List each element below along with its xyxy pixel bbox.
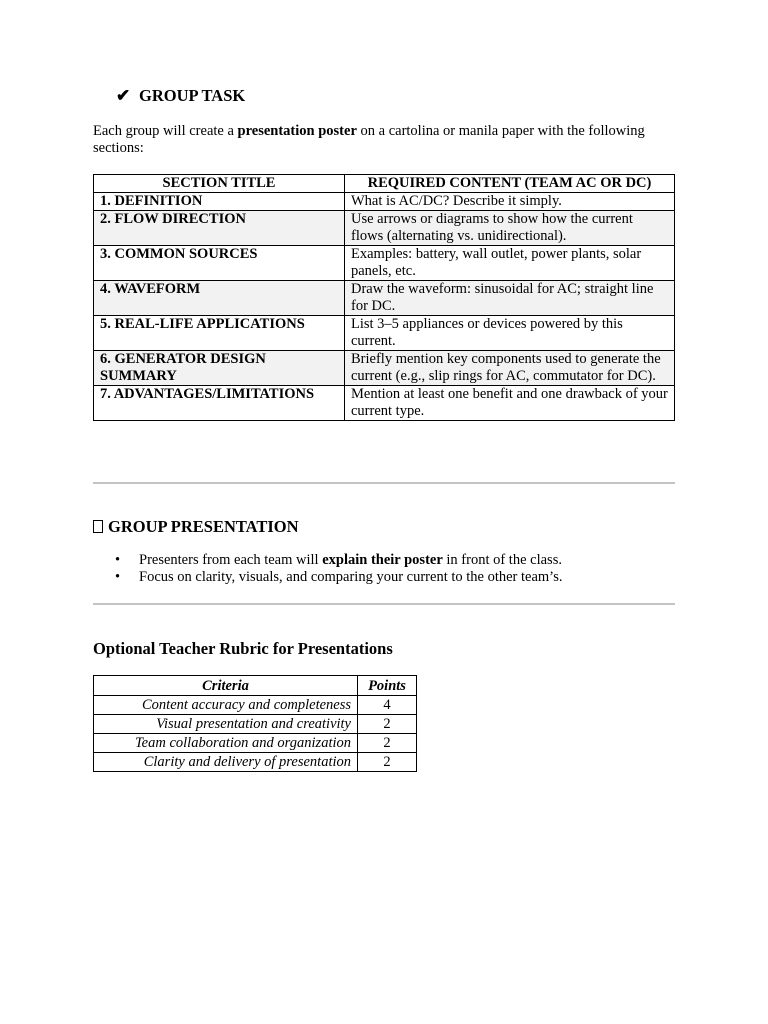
section-content-cell: Draw the waveform: sinusoidal for AC; straight line for DC. [345, 281, 675, 316]
table-row [94, 193, 675, 211]
header-section-title: SECTION TITLE [94, 175, 345, 193]
rubric-table-header [94, 676, 417, 696]
section-content-cell: Use arrows or diagrams to show how the current flows (alternating vs. unidirectional). [345, 211, 675, 246]
group-task-heading [116, 86, 245, 106]
table-row [94, 715, 417, 734]
bullet-text-bold: explain their poster [322, 552, 443, 568]
section-title-cell: 1. DEFINITION [94, 193, 345, 211]
points-cell: 2 [358, 734, 417, 753]
intro-paragraph [93, 123, 653, 157]
horizontal-divider [93, 482, 675, 484]
intro-text-bold: presentation poster [237, 123, 357, 139]
bullet-icon: • [115, 569, 121, 585]
section-title-cell: 6. GENERATOR DESIGN SUMMARY [94, 351, 345, 386]
table-row [94, 753, 417, 772]
points-cell: 4 [358, 696, 417, 715]
section-title-cell: 2. FLOW DIRECTION [94, 211, 345, 246]
sections-table-header [94, 175, 675, 193]
points-cell: 2 [358, 715, 417, 734]
section-title-cell: 7. ADVANTAGES/LIMITATIONS [94, 386, 345, 421]
header-required-content: REQUIRED CONTENT (TEAM AC OR DC) [345, 175, 675, 193]
header-points: Points [358, 676, 417, 696]
table-row [94, 351, 675, 386]
horizontal-divider [93, 603, 675, 605]
checkmark-icon: ✔ [116, 86, 131, 105]
criteria-cell: Clarity and delivery of presentation [94, 753, 358, 772]
bullet-text-end: in front of the class. [442, 552, 562, 568]
section-content-cell: Examples: battery, wall outlet, power plants, solar panels, etc. [345, 246, 675, 281]
header-criteria: Criteria [94, 676, 358, 696]
rubric-heading: Optional Teacher Rubric for Presentations [93, 639, 393, 658]
section-title-cell: 3. COMMON SOURCES [94, 246, 345, 281]
section-title-cell: 4. WAVEFORM [94, 281, 345, 316]
table-row [94, 734, 417, 753]
bullet-text-start: Presenters from each team will [139, 552, 323, 568]
points-cell: 2 [358, 753, 417, 772]
list-item [93, 569, 693, 586]
bullet-icon: • [115, 552, 121, 568]
table-row [94, 246, 675, 281]
table-row [94, 696, 417, 715]
missing-glyph-icon [93, 520, 103, 533]
section-title-cell: 5. REAL-LIFE APPLICATIONS [94, 316, 345, 351]
intro-text-end: on a cartolina or manila paper with the following sections: [93, 123, 645, 156]
section-content-cell: What is AC/DC? Describe it simply. [345, 193, 675, 211]
intro-text-start: Each group will create a [93, 123, 238, 139]
sections-table [93, 174, 675, 421]
section-content-cell: Briefly mention key components used to generate the current (e.g., slip rings for AC, commutator for DC). [345, 351, 675, 386]
table-row [94, 211, 675, 246]
group-presentation-heading [93, 517, 299, 537]
bullet-text-start: Focus on clarity, visuals, and comparing your current to the other team’s. [139, 569, 563, 585]
table-row [94, 386, 675, 421]
table-row [94, 316, 675, 351]
presentation-bullet-list [93, 552, 693, 586]
criteria-cell: Team collaboration and organization [94, 734, 358, 753]
group-task-title: GROUP TASK [139, 86, 246, 105]
section-content-cell: Mention at least one benefit and one drawback of your current type. [345, 386, 675, 421]
section-content-cell: List 3–5 appliances or devices powered by this current. [345, 316, 675, 351]
rubric-table [93, 675, 417, 772]
list-item [93, 552, 693, 569]
criteria-cell: Visual presentation and creativity [94, 715, 358, 734]
criteria-cell: Content accuracy and completeness [94, 696, 358, 715]
group-presentation-title: GROUP PRESENTATION [108, 517, 299, 536]
table-row [94, 281, 675, 316]
